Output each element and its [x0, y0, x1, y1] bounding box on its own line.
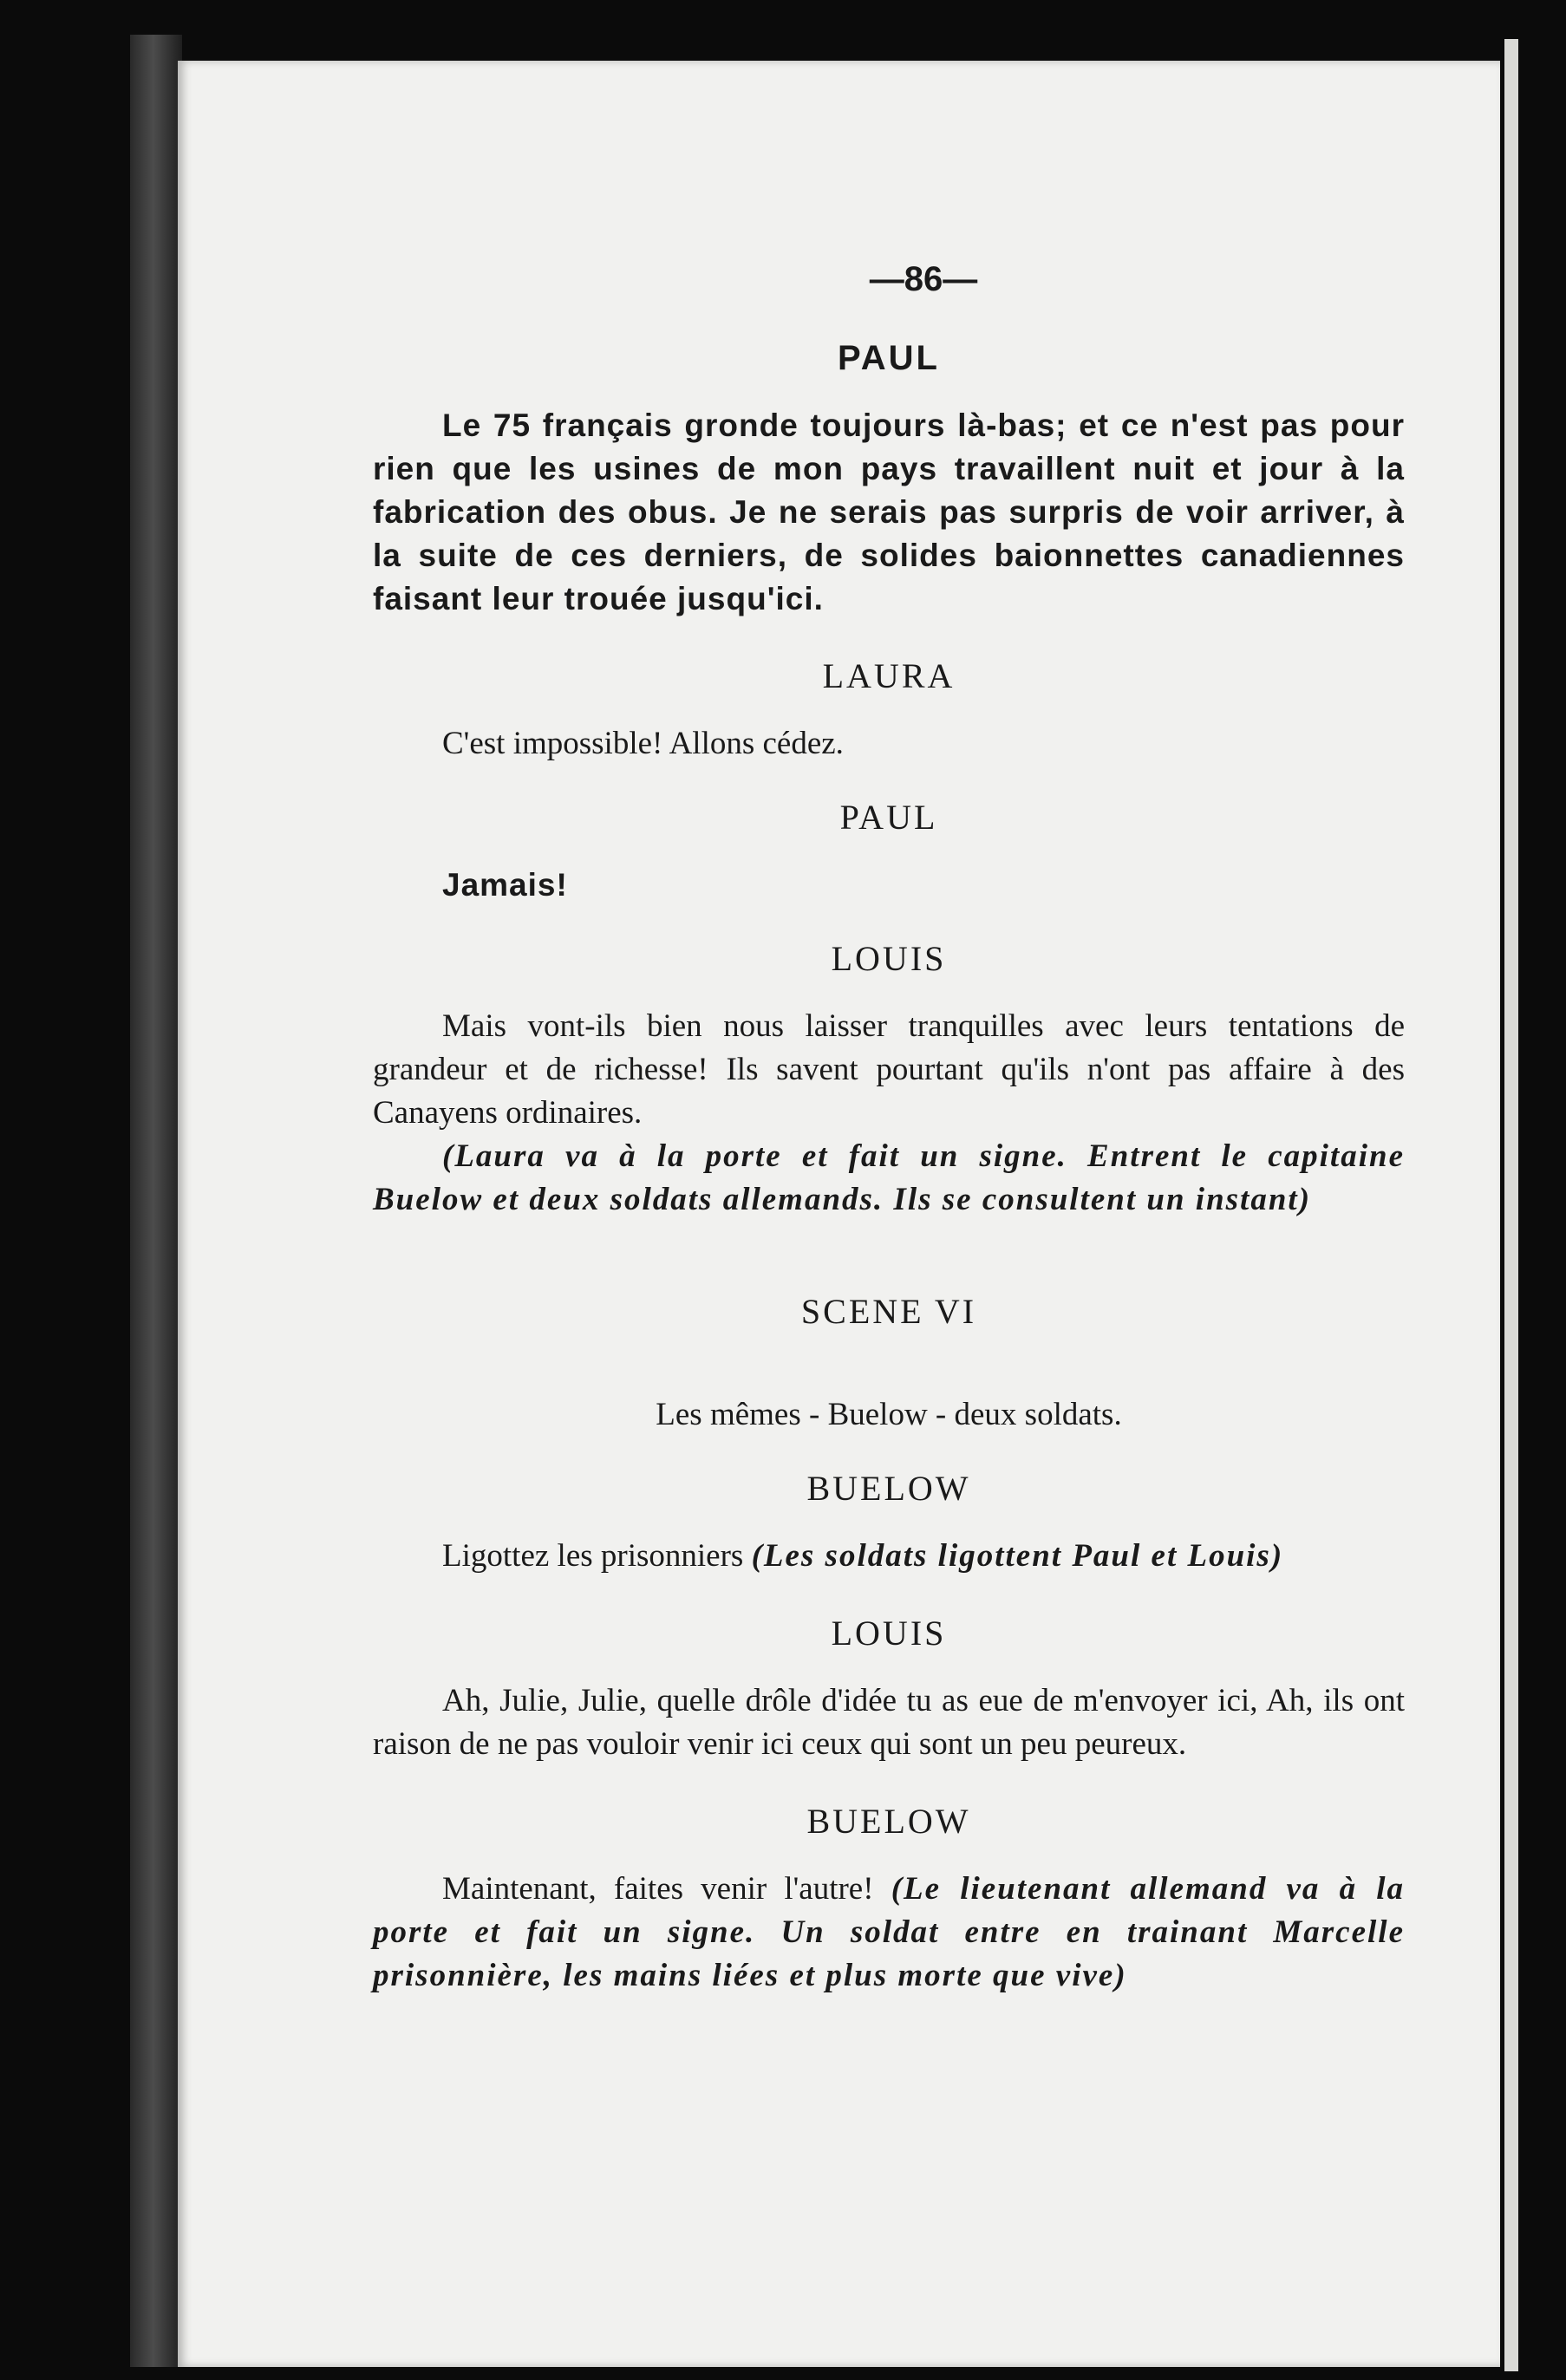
- speaker-louis: LOUIS: [831, 939, 947, 978]
- stage-direction-marcelle: (Le lieutenant allemand va à la porte et fait un signe. Un soldat entre en trainant Marcelle prisonnière, les mains liées et plus morte que vive): [373, 1871, 1405, 1993]
- dialogue-louis-text: Mais vont-ils bien nous laisser tranquilles avec leurs tentations de grandeur et de richesse! Ils savent pourtant qu'ils n'ont pas affaire à des Canayens ordinaires.: [373, 1008, 1405, 1131]
- dialogue-louis: [373, 1005, 1405, 1135]
- speaker-paul-2: PAUL: [839, 798, 938, 837]
- page-content: [373, 260, 1405, 2032]
- dialogue-buelow-2: [373, 1868, 1405, 1998]
- page-number: —86—: [869, 260, 978, 298]
- speaker-louis-2: LOUIS: [831, 1614, 947, 1653]
- dialogue-paul-2: Jamais!: [442, 867, 568, 903]
- dialogue-paul: Le 75 français gronde toujours là-bas; et ce n'est pas pour rien que les usines de mon pays travaillent nuit et jour à la fabrication des obus. Je ne serais pas surpris de voir arriver, à la suite de ces derniers, de solides baionnettes canadiennes faisant leur trouée jusqu'ici.: [373, 408, 1405, 616]
- dialogue-laura: C'est impossible! Allons cédez.: [442, 726, 844, 761]
- page-gutter: [1519, 39, 1526, 2371]
- speaker-paul: PAUL: [838, 339, 940, 377]
- dialogue-buelow-text: Ligottez les prisonniers: [442, 1538, 744, 1574]
- scene-cast-list: Les mêmes - Buelow - deux soldats.: [656, 1397, 1122, 1432]
- stage-direction-entrance: (Laura va à la porte et fait un signe. Entrent le capitaine Buelow et deux soldats allemands. Ils se consultent un instant): [373, 1138, 1405, 1217]
- stage-direction-bind: (Les soldats ligottent Paul et Louis): [751, 1538, 1284, 1574]
- scene-heading: SCENE VI: [800, 1292, 977, 1331]
- book-spine: [130, 35, 182, 2367]
- dialogue-louis-2: Ah, Julie, Julie, quelle drôle d'idée tu as eue de m'envoyer ici, Ah, ils ont raison de ne pas vouloir venir ici ceux qui sont un peu peureux.: [373, 1683, 1405, 1762]
- dialogue-buelow: [373, 1535, 1405, 1578]
- speaker-buelow: BUELOW: [806, 1469, 971, 1508]
- dialogue-buelow-2-text: Maintenant, faites venir l'autre!: [442, 1871, 874, 1907]
- speaker-buelow-2: BUELOW: [806, 1802, 971, 1841]
- speaker-laura: LAURA: [822, 656, 956, 695]
- next-page-edge: [1504, 39, 1518, 2371]
